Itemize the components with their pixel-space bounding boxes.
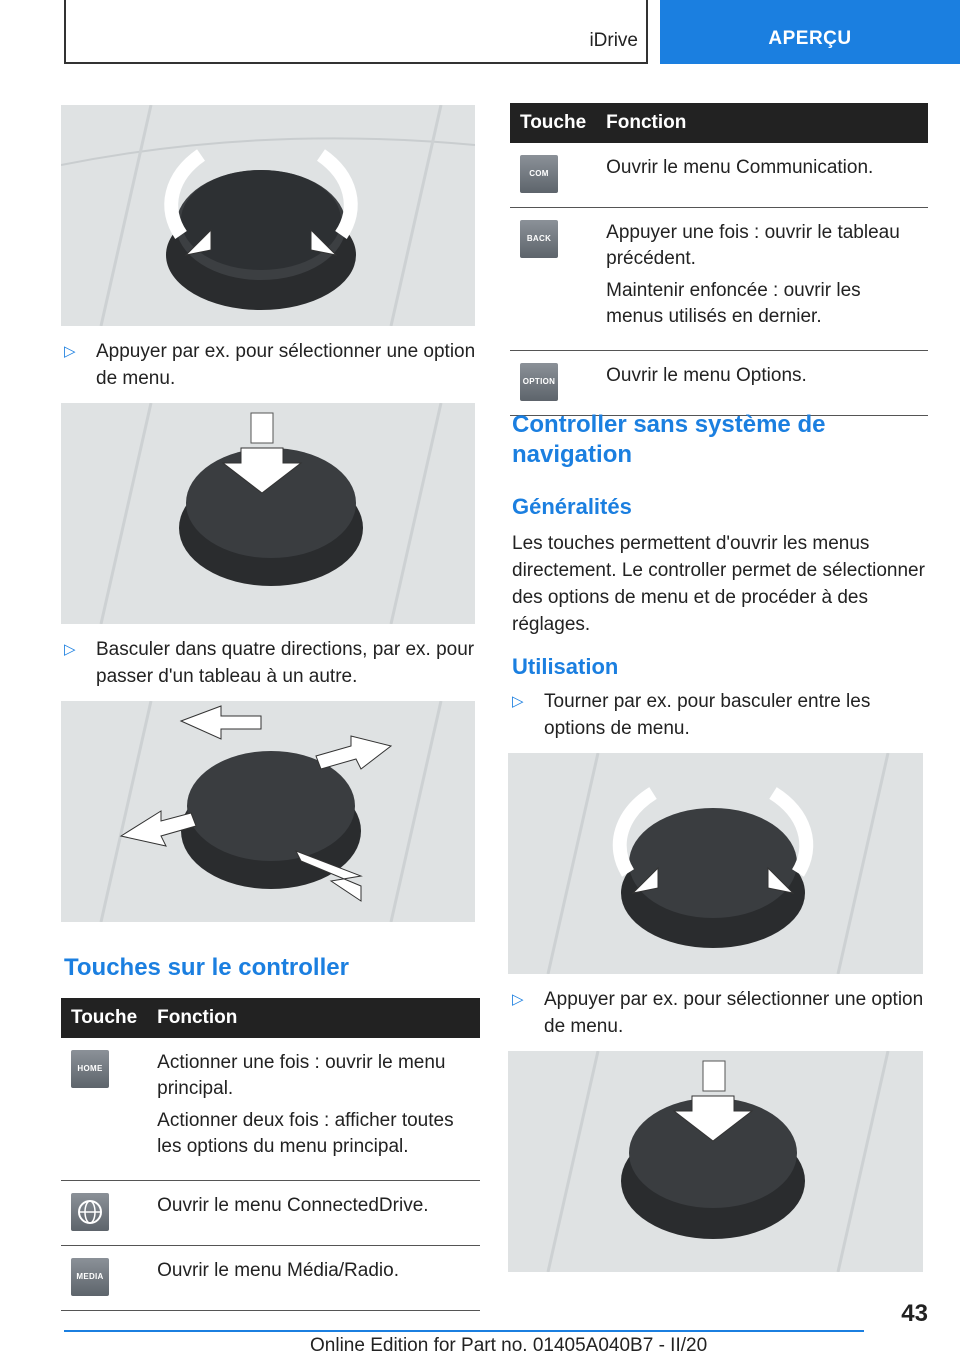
footer-rule	[64, 1330, 864, 1332]
table-row: OPTION Ouvrir le menu Options.	[510, 351, 928, 416]
paragraph-generalites: Les touches permettent d'ouvrir les menus directement. Le controller permet de sélectionner des options de menu et de procéder à des réglages.	[512, 533, 925, 635]
option-key-icon: OPTION	[520, 363, 558, 401]
left-bullet-1: ▷ Appuyer par ex. pour sélectionner une option de menu.	[64, 338, 480, 392]
controller-rotate-illustration	[61, 105, 475, 326]
col-header-key: Touche	[61, 998, 147, 1038]
controller-press-illustration-2	[508, 1051, 923, 1272]
bullet-triangle-icon: ▷	[64, 641, 76, 658]
left-keys-table	[61, 998, 480, 1311]
back-key-icon: BACK	[520, 220, 558, 258]
table-header-row	[61, 998, 480, 1038]
com-key-icon: COM	[520, 155, 558, 193]
footer-edition: Online Edition for Part no. 01405A040B7 - II/20	[310, 1335, 708, 1356]
table-row: BACK Appuyer une fois : ouvrir le tableau précédent. Maintenir enfoncée : ouvrir les menus utilisés en dernier.	[510, 208, 928, 351]
subheading-generalites: Généralités	[512, 494, 632, 519]
right-bullet-2: ▷ Appuyer par ex. pour sélectionner une option de menu.	[512, 986, 932, 1040]
col-header-function: Fonction	[147, 998, 480, 1038]
home-key-icon: HOME	[71, 1050, 109, 1088]
right-keys-table	[510, 103, 928, 416]
table-row: HOME Actionner une fois : ouvrir le menu principal. Actionner deux fois : afficher toutes les options du menu principal.	[61, 1038, 480, 1181]
header-chapter-tab	[660, 0, 960, 64]
controller-press-illustration	[61, 403, 475, 624]
header-chapter-label: APERÇU	[768, 28, 852, 49]
table-header-row	[510, 103, 928, 143]
controller-rotate-illustration-2	[508, 753, 923, 974]
page-number: 43	[901, 1300, 928, 1327]
left-section-heading: Touches sur le controller	[64, 954, 349, 981]
globe-icon	[71, 1193, 109, 1231]
media-key-icon: MEDIA	[71, 1258, 109, 1296]
header-section-title: iDrive	[589, 30, 638, 51]
table-row: COM Ouvrir le menu Communication.	[510, 143, 928, 208]
bullet-triangle-icon: ▷	[512, 991, 524, 1008]
bullet-triangle-icon: ▷	[64, 343, 76, 360]
left-bullet-2: ▷ Basculer dans quatre directions, par ex. pour passer d'un tableau à un autre.	[64, 636, 480, 690]
table-row: Ouvrir le menu ConnectedDrive.	[61, 1181, 480, 1246]
controller-tilt-illustration	[61, 701, 475, 922]
right-bullet-1: ▷ Tourner par ex. pour basculer entre les options de menu.	[512, 688, 932, 742]
table-row: MEDIA Ouvrir le menu Média/Radio.	[61, 1246, 480, 1311]
col-header-function: Fonction	[596, 103, 928, 143]
header-frame	[64, 0, 648, 64]
subheading-utilisation: Utilisation	[512, 654, 619, 679]
col-header-key: Touche	[510, 103, 596, 143]
right-section-heading: Controller sans système de navigation	[512, 411, 826, 468]
bullet-triangle-icon: ▷	[512, 693, 524, 710]
